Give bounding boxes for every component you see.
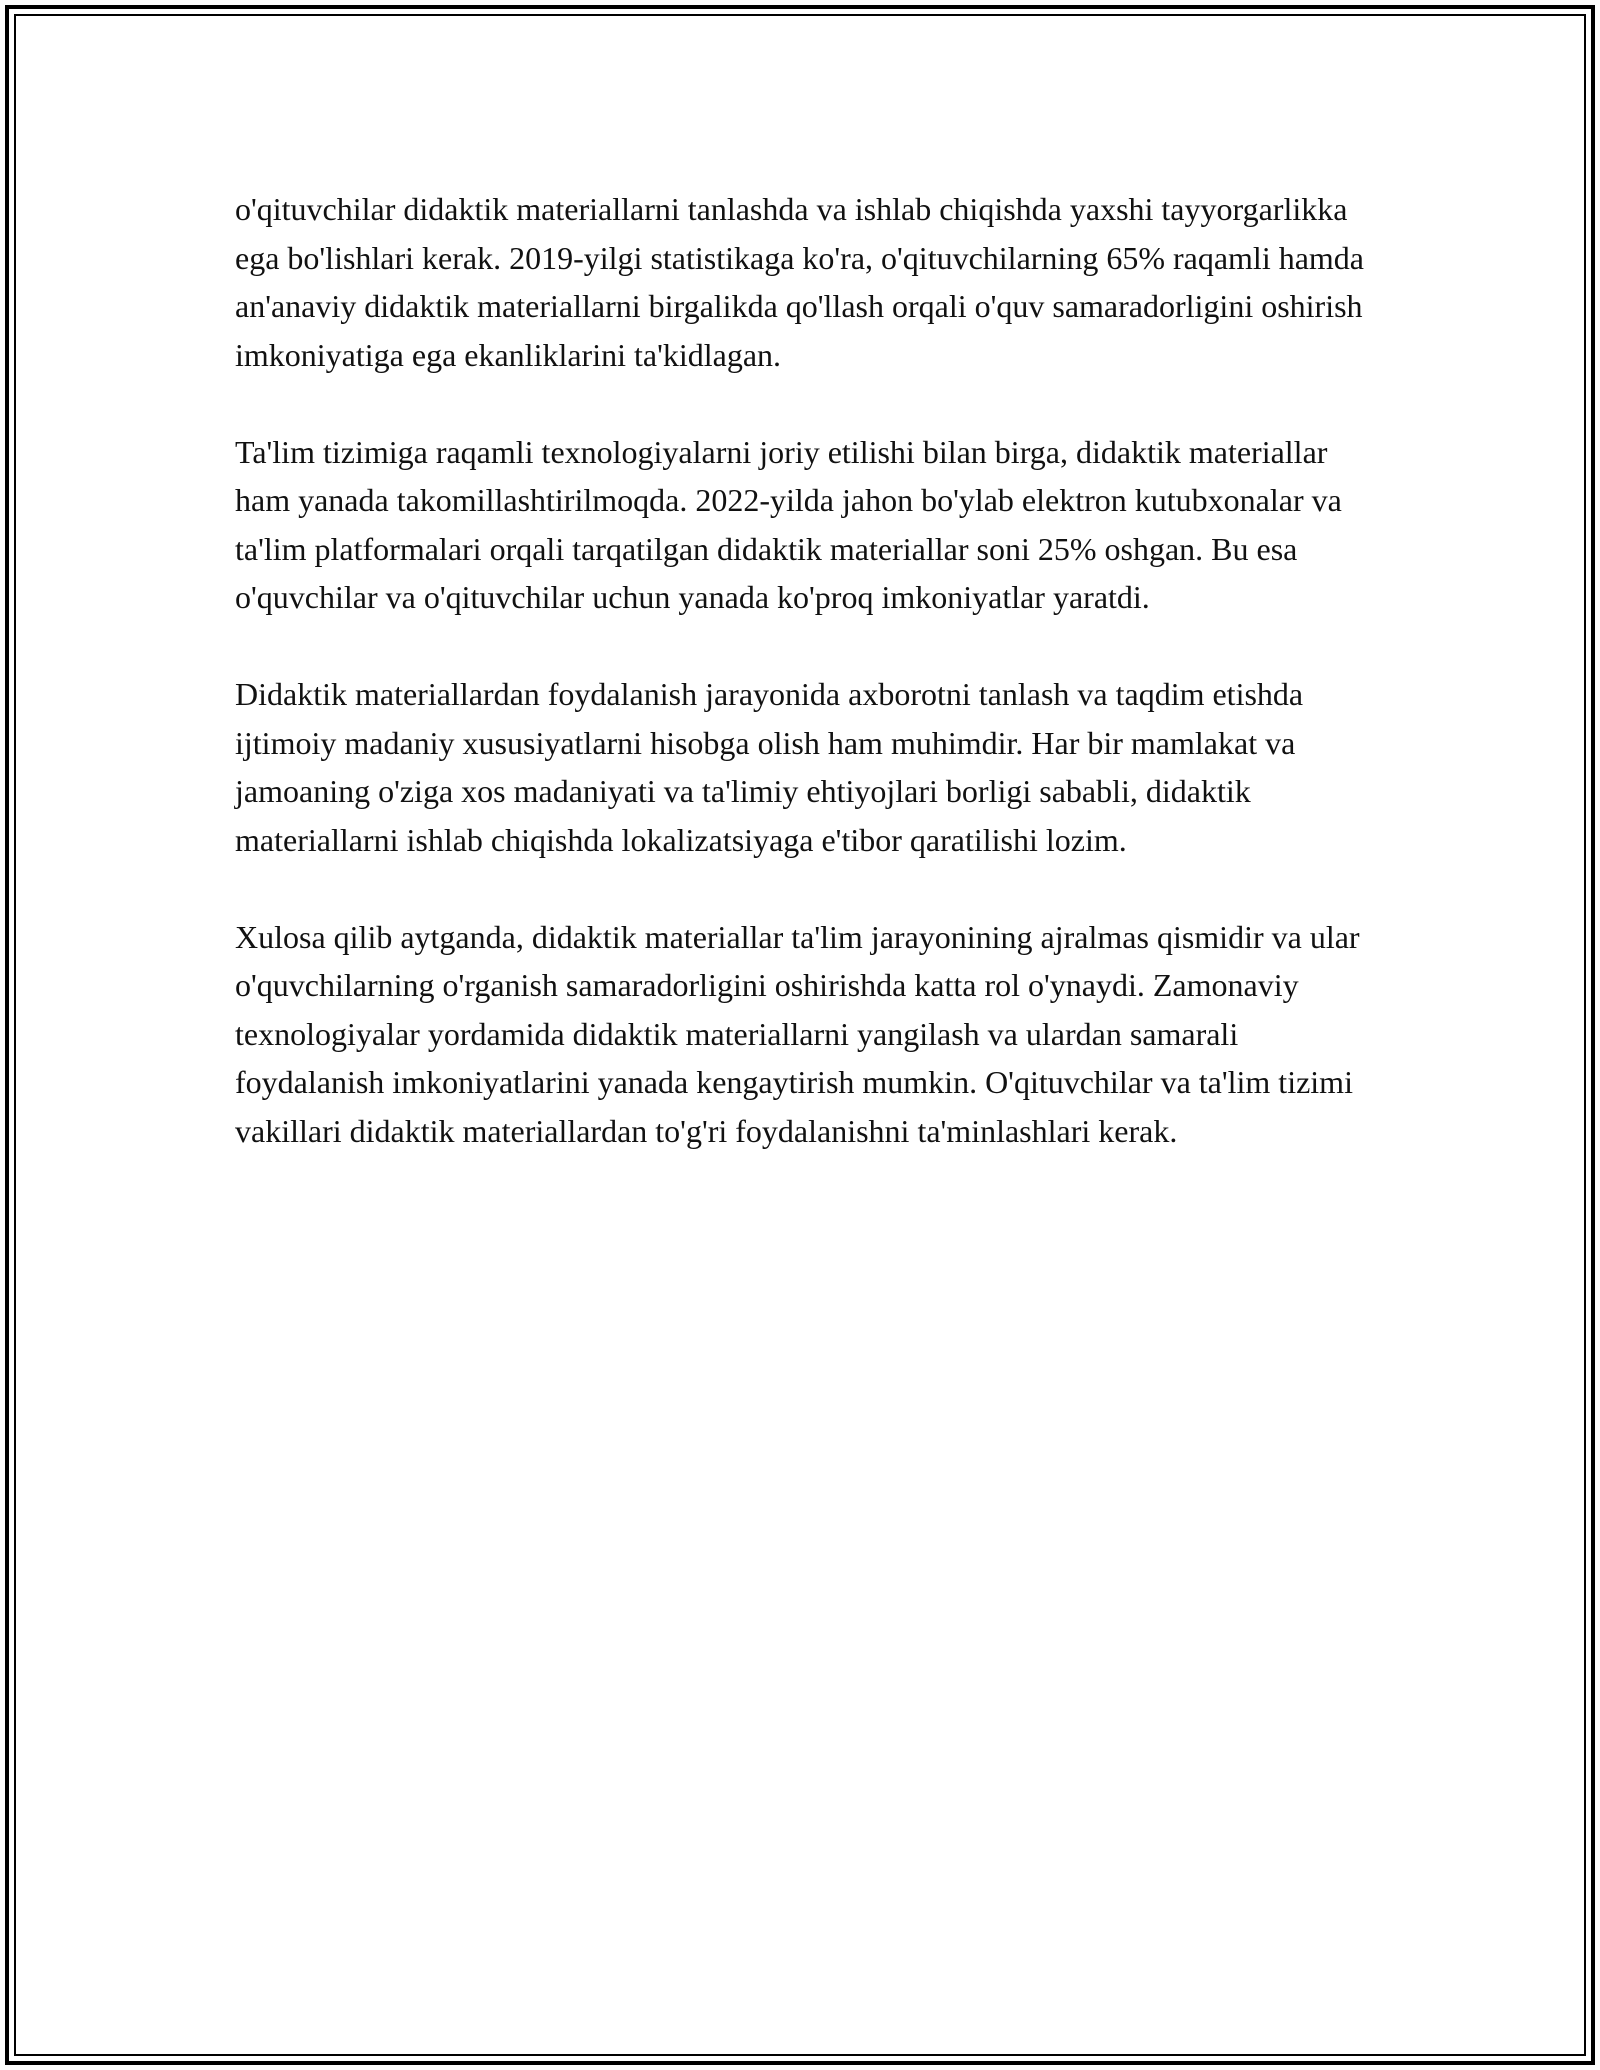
paragraph: o'qituvchilar didaktik materiallarni tanlashda va ishlab chiqishda yaxshi tayyorgarlikka ega bo'lishlari kerak. 2019-yilgi statistikaga ko'ra, o'qituvchilarning 65% raqamli hamda an'anaviy didaktik materiallarni birgalikda qo'llash orqali o'quv samaradorligini oshirish imkoniyatiga ega ekanliklarini ta'kidlagan.: [235, 191, 1364, 373]
paragraph: Ta'lim tizimiga raqamli texnologiyalarni joriy etilishi bilan birga, didaktik materiallar ham yanada takomillashtirilmoqda. 2022-yilda jahon bo'ylab elektron kutubxonalar va ta'lim platformalari orqali tarqatilgan didaktik materiallar soni 25% oshgan. Bu esa o'quvchilar va o'qituvchilar uchun yanada ko'proq imkoniyatlar yaratdi.: [235, 433, 1342, 615]
paragraph: Didaktik materiallardan foydalanish jarayonida axborotni tanlash va taqdim etishda ijtimoiy madaniy xususiyatlarni hisobga olish ham muhimdir. Har bir mamlakat va jamoaning o'ziga xos madaniyati va ta'limiy ehtiyojlari borligi sababli, didaktik materiallarni ishlab chiqishda lokalizatsiyaga e'tibor qaratilishi lozim.: [235, 676, 1304, 858]
paragraph: Xulosa qilib aytganda, didaktik materiallar ta'lim jarayonining ajralmas qismidir va ular o'quvchilarning o'rganish samaradorligini oshirishda katta rol o'ynaydi. Zamonaviy texnologiyalar yordamida didaktik materiallarni yangilash va ulardan samarali foydalanish imkoniyatlarini yanada kengaytirish mumkin. O'qituvchilar va ta'lim tizimi vakillari didaktik materiallardan to'g'ri foydalanishni ta'minlashlari kerak.: [235, 918, 1360, 1149]
document-body: [235, 185, 1370, 1204]
